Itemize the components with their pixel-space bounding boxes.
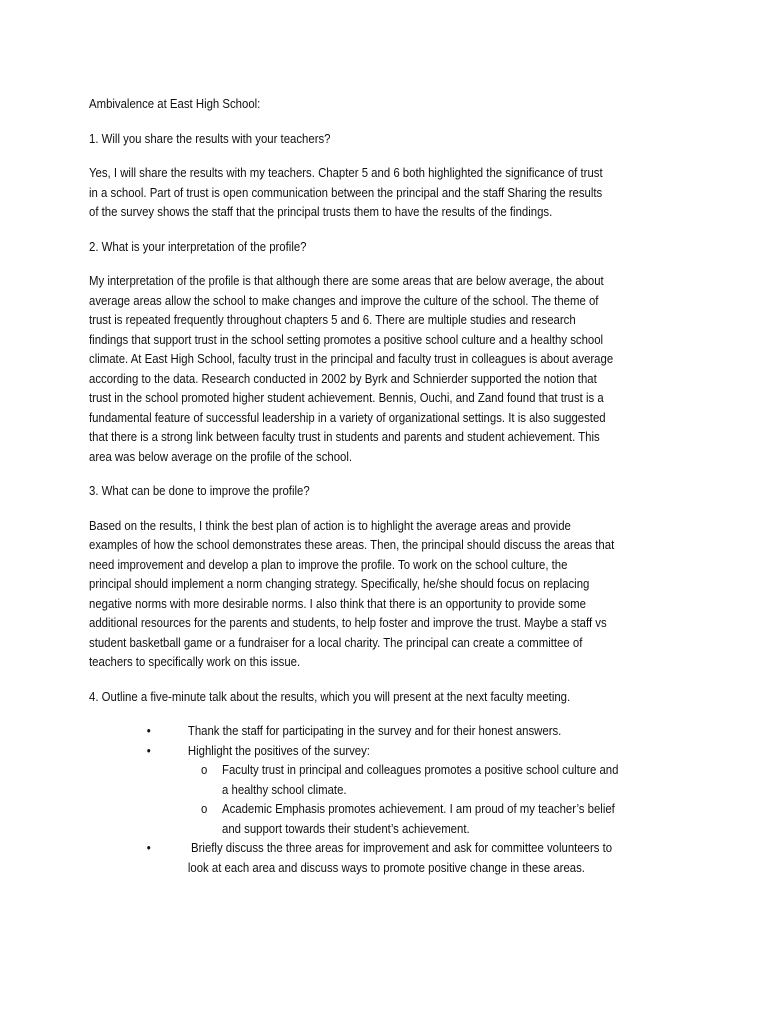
bullet-text: Briefly discuss the three areas for improvement and ask for committee volunteers to bbox=[187, 840, 613, 855]
sub-bullet-continuation: a healthy school climate. bbox=[222, 781, 347, 797]
answer-line: trust is repeated frequently throughout chapters 5 and 6. There are multiple studies and research bbox=[89, 312, 576, 327]
document-title: Ambivalence at East High School: bbox=[89, 96, 261, 111]
bullet-text: Thank the staff for participating in the survey and for their honest answers. bbox=[187, 723, 562, 738]
question-1: 1. Will you share the results with your teachers? bbox=[89, 130, 331, 146]
answer-1 bbox=[89, 163, 709, 222]
bullet-text: Highlight the positives of the survey: bbox=[187, 742, 370, 758]
circle-bullet-icon: o bbox=[201, 801, 208, 816]
answer-line: in a school. Part of trust is open communication between the principal and the staff Sharing the results bbox=[89, 184, 603, 200]
answer-line: My interpretation of the profile is that although there are some areas that are below average, the about bbox=[89, 273, 604, 288]
answer-line: according to the data. Research conducted in 2002 by Byrk and Schnierder supported the notion that bbox=[89, 370, 597, 386]
answer-line: average areas allow the school to make changes and improve the culture of the school. The theme of bbox=[89, 292, 599, 308]
answer-line: negative norms with more desirable norms. I also think that there is an opportunity to provide some bbox=[89, 595, 586, 611]
answer-line: examples of how the school demonstrates these areas. Then, the principal should discuss the areas that bbox=[89, 537, 615, 552]
bullet-item bbox=[89, 721, 632, 741]
question-3: 3. What can be done to improve the profile? bbox=[89, 483, 310, 498]
bullet-icon: • bbox=[146, 742, 151, 758]
answer-line: need improvement and develop a plan to improve the profile. To work on the school culture, the bbox=[89, 556, 568, 572]
answer-line: fundamental feature of successful leadership in a variety of organizational settings. It is also suggested bbox=[89, 409, 606, 425]
document-page bbox=[89, 94, 709, 877]
sub-bullet-continuation: and support towards their student’s achievement. bbox=[222, 820, 470, 836]
answer-line: of the survey shows the staff that the principal trusts them to have the results of the findings. bbox=[89, 204, 553, 219]
bullet-item bbox=[89, 838, 632, 858]
answer-line: teachers to specifically work on this issue. bbox=[89, 654, 301, 669]
sub-bullet-item bbox=[89, 760, 632, 780]
question-2: 2. What is your interpretation of the profile? bbox=[89, 238, 307, 254]
bullet-item bbox=[89, 741, 632, 761]
answer-line: climate. At East High School, faculty trust in the principal and faculty trust in colleagues is about average bbox=[89, 351, 614, 366]
talk-outline-list bbox=[89, 721, 709, 877]
answer-line: principal should implement a norm changing strategy. Specifically, he/she should focus on replacing bbox=[89, 576, 590, 591]
sub-bullet-item bbox=[89, 799, 632, 819]
bullet-continuation: look at each area and discuss ways to promote positive change in these areas. bbox=[187, 859, 585, 875]
sub-bullet-text: Faculty trust in principal and colleagues promotes a positive school culture and bbox=[222, 762, 619, 777]
answer-line: Based on the results, I think the best plan of action is to highlight the average areas and provide bbox=[89, 517, 571, 533]
answer-line: area was below average on the profile of the school. bbox=[89, 448, 353, 464]
bullet-icon: • bbox=[146, 840, 151, 855]
answer-line: findings that support trust in the school setting promotes a positive school culture and a healthy school bbox=[89, 331, 604, 347]
answer-line: additional resources for the parents and students, to help foster and improve the trust. Maybe a staff vs bbox=[89, 615, 607, 630]
answer-line: Yes, I will share the results with my teachers. Chapter 5 and 6 both highlighted the significance of trust bbox=[89, 165, 603, 180]
circle-bullet-icon: o bbox=[201, 762, 208, 777]
answer-3 bbox=[89, 516, 709, 672]
answer-2 bbox=[89, 271, 709, 466]
bullet-icon: • bbox=[146, 723, 151, 738]
answer-line: student basketball game or a fundraiser for a local charity. The principal can create a committee of bbox=[89, 634, 583, 650]
answer-line: that there is a strong link between faculty trust in students and parents and student achievement. This bbox=[89, 429, 600, 444]
sub-bullet-text: Academic Emphasis promotes achievement. I am proud of my teacher’s belief bbox=[222, 801, 615, 816]
question-4: 4. Outline a five-minute talk about the results, which you will present at the next faculty meeting. bbox=[89, 688, 571, 704]
answer-line: trust in the school promoted higher student achievement. Bennis, Ouchi, and Zand found that trust is a bbox=[89, 390, 604, 405]
